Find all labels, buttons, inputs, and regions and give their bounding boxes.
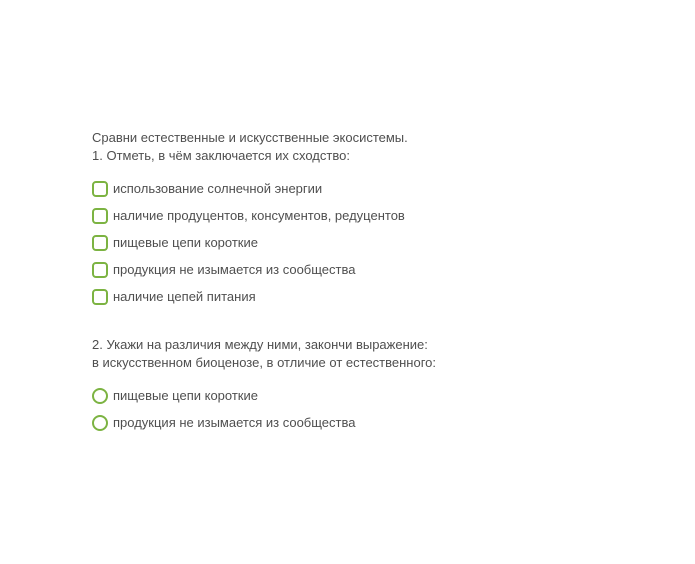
option-label: продукция не изымается из сообщества — [113, 414, 356, 430]
option-label: пищевые цепи короткие — [113, 387, 258, 403]
quiz-container — [92, 129, 652, 436]
option-label: наличие цепей питания — [113, 288, 256, 304]
option-label: использование солнечной энергии — [113, 180, 323, 196]
option-label: продукция не изымается из сообщества — [113, 261, 356, 277]
question-2-line: 2. Укажи на различия между ними, закончи выражение: — [92, 337, 428, 352]
checkbox[interactable] — [92, 289, 108, 305]
question-2-text — [92, 336, 652, 372]
question-2-options — [92, 382, 652, 436]
question-2-option[interactable] — [92, 382, 652, 409]
option-label: наличие продуцентов, консументов, редуцентов — [113, 207, 405, 223]
question-2-option[interactable] — [92, 409, 652, 436]
question-2 — [92, 336, 652, 436]
checkbox[interactable] — [92, 235, 108, 251]
question-1 — [92, 129, 652, 310]
question-1-option[interactable] — [92, 283, 652, 310]
checkbox[interactable] — [92, 181, 108, 197]
checkbox[interactable] — [92, 208, 108, 224]
checkbox[interactable] — [92, 262, 108, 278]
question-1-line: 1. Отметь, в чём заключается их сходство: — [92, 148, 350, 163]
question-1-options — [92, 175, 652, 310]
question-1-option[interactable] — [92, 256, 652, 283]
question-2-line: в искусственном биоценозе, в отличие от естественного: — [92, 355, 437, 370]
option-label: пищевые цепи короткие — [113, 234, 258, 250]
question-1-text — [92, 129, 652, 165]
question-1-option[interactable] — [92, 175, 652, 202]
question-1-option[interactable] — [92, 202, 652, 229]
question-1-line: Сравни естественные и искусственные экосистемы. — [92, 130, 408, 145]
radio-button[interactable] — [92, 415, 108, 431]
radio-button[interactable] — [92, 388, 108, 404]
question-1-option[interactable] — [92, 229, 652, 256]
